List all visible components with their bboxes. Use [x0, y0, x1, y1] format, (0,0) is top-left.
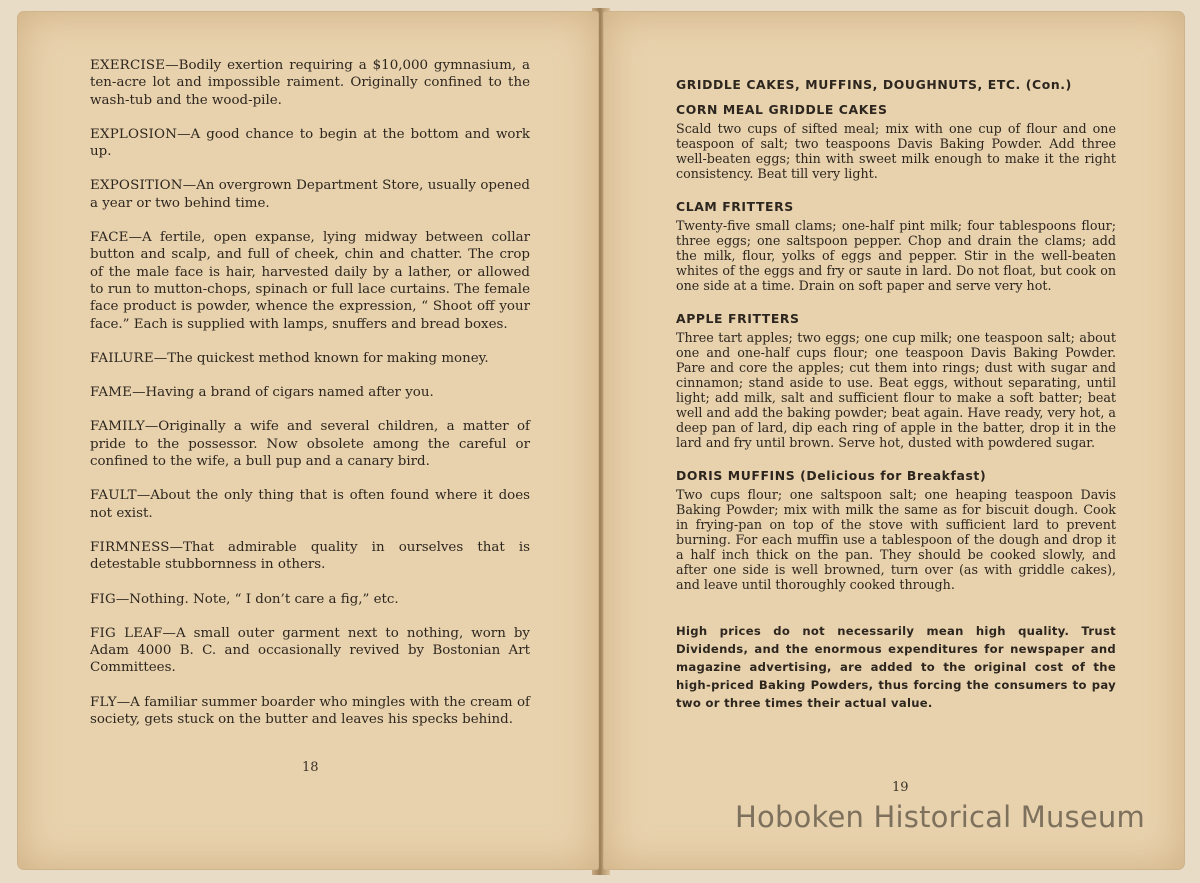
recipe-text: Three tart apples; two eggs; one cup milk; one teaspoon salt; about one and one-half cups flour; one teaspoon Davis Baking Powder. Pare and core the apples; cut them into rings; dust with sugar and cinnamon; stand aside to use. Beat eggs, without separating, until light; add milk, salt and sufficient flour to make a soft batter; beat well and add the baking powder; beat again. Have ready, very hot, a deep pan of lard, dip each ring of apple in the batter, drop it in the lard and fry until brown. Serve hot, dusted with powdered sugar. — [676, 330, 1116, 450]
entry-firmness: FIRMNESS—That admirable quality in ourselves that is detestable stubbornness in others. — [90, 539, 530, 573]
section-heading: GRIDDLE CAKES, MUFFINS, DOUGHNUTS, ETC. (Con.) — [676, 77, 1072, 92]
recipe-doris-muffins — [676, 468, 1116, 592]
recipe-title: CORN MEAL GRIDDLE CAKES — [676, 102, 888, 117]
entry-fig: FIG—Nothing. Note, “ I don’t care a fig,” etc. — [90, 591, 399, 607]
right-page — [604, 12, 1184, 869]
recipe-clam-fritters — [676, 199, 1116, 293]
recipes-column — [676, 77, 1116, 724]
entry-exercise: EXERCISE—Bodily exertion requiring a $10,000 gymnasium, a ten-acre lot and impossible raiment. Originally confined to the wash-tub and the wood-pile. — [90, 58, 530, 108]
price-notice: High prices do not necessarily mean high quality. Trust Dividends, and the enormous expenditures for newspaper and magazine advertising, are added to the original cost of the high-priced Baking Powders, thus forcing the consumers to pay two or three times their actual value. — [676, 624, 1116, 710]
entry-fig-leaf: FIG LEAF—A small outer garment next to nothing, worn by Adam 4000 B. C. and occasionally revived by Bostonian Art Committees. — [90, 625, 530, 676]
entry-fame: FAME—Having a brand of cigars named after you. — [90, 385, 434, 401]
left-page — [18, 12, 598, 869]
recipe-text: Scald two cups of sifted meal; mix with one cup of flour and one teaspoon of salt; two teaspoons Davis Baking Powder. Add three well-beaten eggs; thin with sweet milk enough to make it the right consistency. Beat till very light. — [676, 121, 1116, 181]
recipe-title: CLAM FRITTERS — [676, 199, 794, 214]
entry-exposition: EXPOSITION—An overgrown Department Store, usually opened a year or two behind time. — [90, 178, 530, 211]
definitions-column — [90, 57, 530, 745]
entry-face: FACE—A fertile, open expanse, lying midway between collar button and scalp, and full of cheek, chin and chatter. The crop of the male face is hair, harvested daily by a lather, or allowed to run to mutton-chops, spinach or full lace curtains. The female face product is powder, whence the expression, “ Shoot off your face.” Each is supplied with lamps, snuffers and bread boxes. — [90, 230, 530, 332]
entry-fly: FLY—A familiar summer boarder who mingles with the cream of society, gets stuck on the butter and leaves his specks behind. — [90, 694, 530, 728]
recipe-corn-meal-griddle-cakes — [676, 102, 1116, 181]
museum-watermark: Hoboken Historical Museum — [735, 800, 1145, 834]
recipe-text: Twenty-five small clams; one-half pint milk; four tablespoons flour; three eggs; one saltspoon pepper. Chop and drain the clams; add the milk, flour, yolks of eggs and pepper. Stir in the well-beaten whites of the eggs and fry or saute in lard. Do not float, but cook on one side at a time. Drain on soft paper and serve very hot. — [676, 218, 1116, 293]
page-number-left: 18 — [302, 760, 319, 775]
recipe-text: Two cups flour; one saltspoon salt; one heaping teaspoon Davis Baking Powder; mix with milk the same as for biscuit dough. Cook in frying-pan on top of the stove with sufficient lard to prevent burning. For each muffin use a tablespoon of the dough and drop it a half inch thick on the pan. They should be cooked slowly, and after one side is well browned, turn over (as with griddle cakes), and leave until thoroughly cooked through. — [676, 487, 1116, 592]
entry-fault: FAULT—About the only thing that is often found where it does not exist. — [90, 488, 530, 521]
entry-family: FAMILY—Originally a wife and several children, a matter of pride to the possessor. Now obsolete among the careful or confined to the wife, a bull pup and a canary bird. — [90, 419, 530, 470]
page-number-right: 19 — [892, 780, 909, 795]
recipe-title: DORIS MUFFINS (Delicious for Breakfast) — [676, 468, 987, 483]
recipe-title: APPLE FRITTERS — [676, 311, 800, 326]
entry-explosion: EXPLOSION—A good chance to begin at the bottom and work up. — [90, 126, 530, 160]
recipe-apple-fritters — [676, 311, 1116, 450]
entry-failure: FAILURE—The quickest method known for making money. — [90, 350, 489, 366]
